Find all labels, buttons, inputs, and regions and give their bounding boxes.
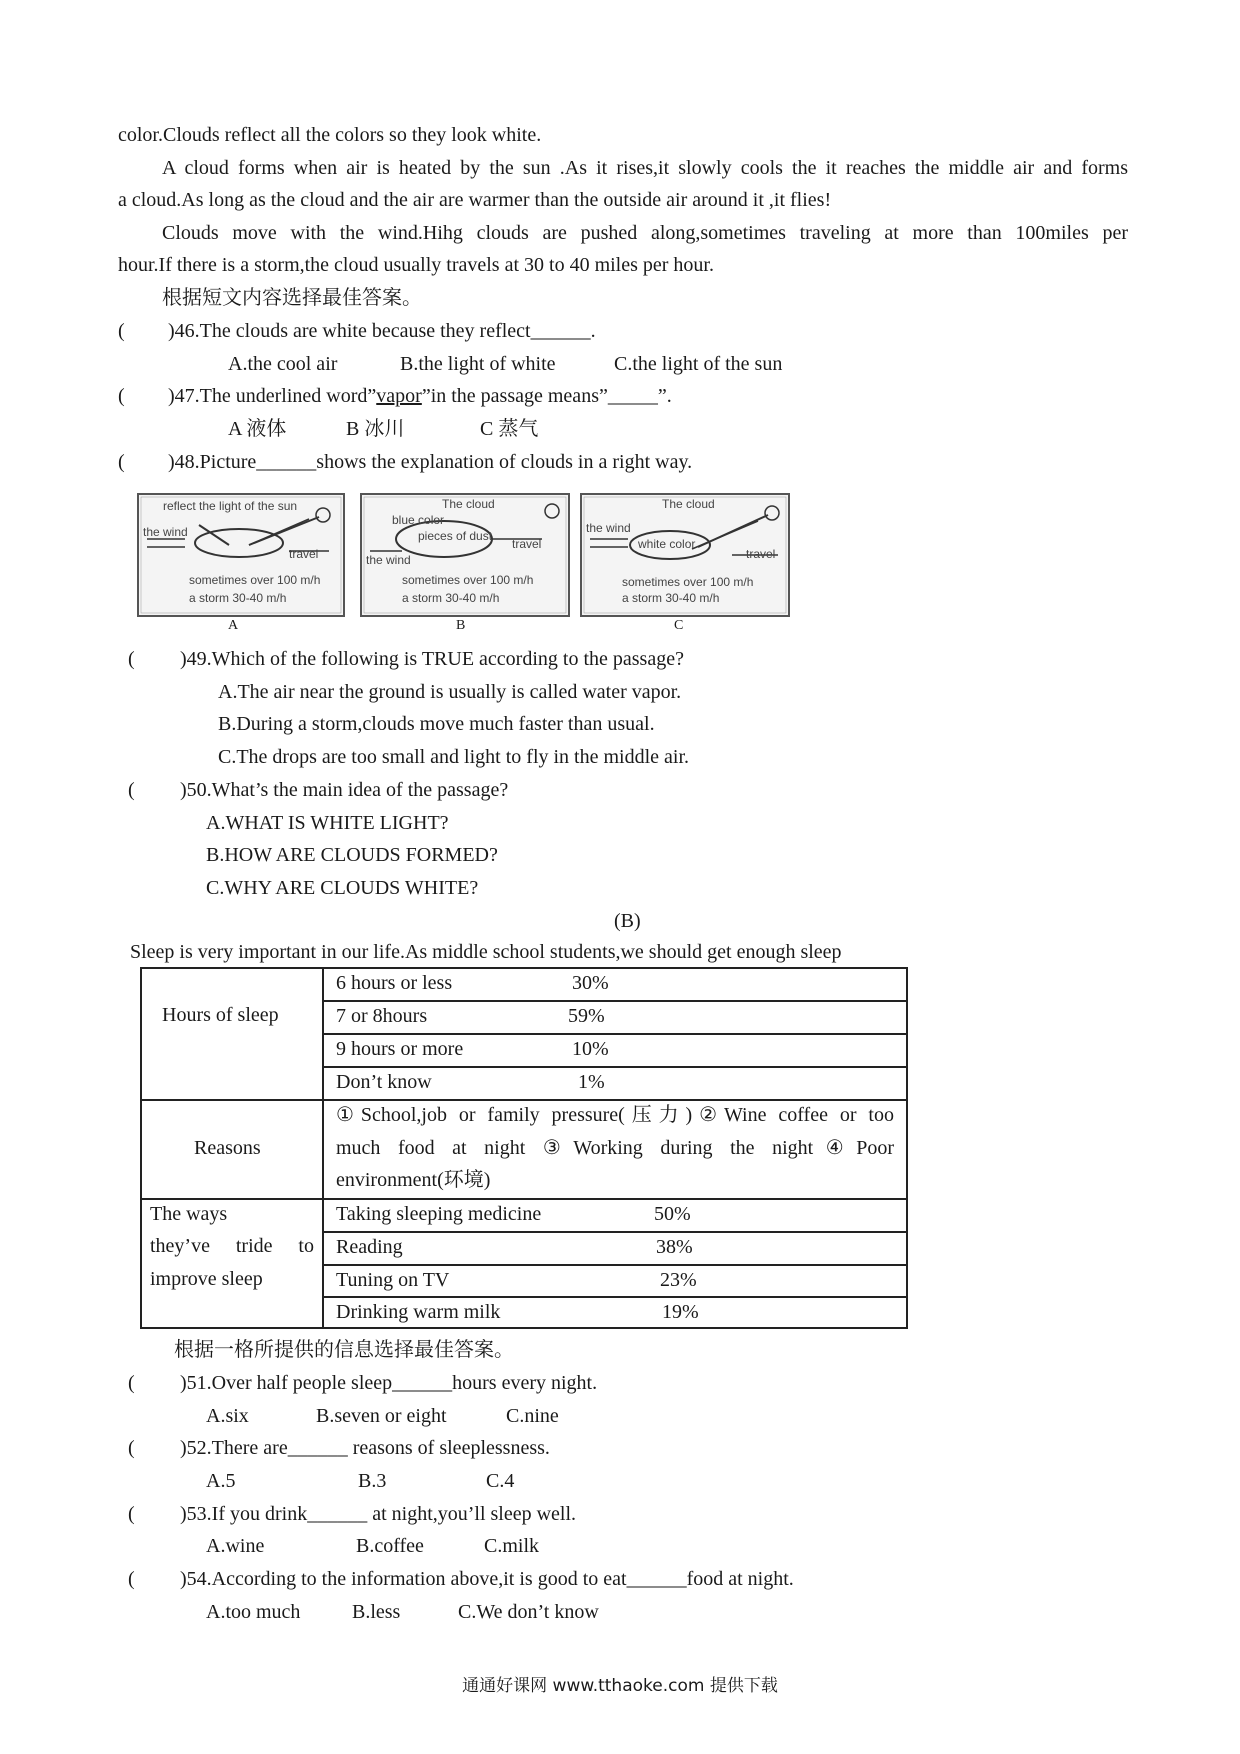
option-49-a[interactable]: A.The air near the ground is usually is called water vapor. (218, 681, 682, 703)
picture-letter-a: A (228, 618, 239, 633)
question-51: )51.Over half people sleep______hours every night. (180, 1372, 598, 1394)
option-50-a[interactable]: A.WHAT IS WHITE LIGHT? (206, 812, 449, 834)
option-50-b[interactable]: B.HOW ARE CLOUDS FORMED? (206, 844, 498, 866)
option-47-a[interactable]: A 液体 (228, 418, 287, 440)
pic-label: travel (512, 537, 542, 551)
option-52-c[interactable]: C.4 (486, 1470, 515, 1492)
pic-label: a storm 30-40 m/h (622, 591, 720, 605)
option-47-b[interactable]: B 冰川 (346, 418, 405, 440)
picture-a (137, 493, 345, 617)
pic-label: The cloud (662, 497, 715, 511)
answer-paren: ( (118, 385, 125, 407)
pic-label: blue color (392, 513, 445, 527)
question-53: )53.If you drink______ at night,you’ll sleep well. (180, 1503, 577, 1525)
ways-label: Reading (336, 1236, 403, 1258)
instruction-text: 根据一格所提供的信息选择最佳答案。 (174, 1339, 514, 1361)
option-53-c[interactable]: C.milk (484, 1535, 540, 1557)
option-52-a[interactable]: A.5 (206, 1470, 236, 1492)
answer-paren: ( (118, 451, 125, 473)
answer-paren: ( (128, 779, 135, 801)
question-47-post: ”in the passage means”_____”. (421, 385, 672, 407)
pic-label: sometimes over 100 m/h (402, 573, 534, 587)
picture-c (580, 493, 790, 617)
row-header-ways: The ways (150, 1203, 228, 1225)
option-54-b[interactable]: B.less (352, 1601, 401, 1623)
option-53-a[interactable]: A.wine (206, 1535, 265, 1557)
option-49-b[interactable]: B.During a storm,clouds move much faster than usual. (218, 713, 655, 735)
picture-b (360, 493, 570, 617)
question-54: )54.According to the information above,it is good to eat______food at night. (180, 1568, 794, 1590)
pic-label: the wind (366, 553, 411, 567)
passage-line: color.Clouds reflect all the colors so they look white. (118, 124, 542, 146)
option-51-b[interactable]: B.seven or eight (316, 1405, 447, 1427)
hours-value: 30% (572, 972, 609, 994)
question-52: )52.There are______ reasons of sleeplessness. (180, 1437, 550, 1459)
option-54-c[interactable]: C.We don’t know (458, 1601, 599, 1623)
ways-value: 50% (654, 1203, 691, 1225)
picture-letter-c: C (674, 618, 684, 633)
answer-paren: ( (128, 1568, 135, 1590)
reasons-line: much food at night ③Working during the night④Poor (336, 1137, 894, 1159)
option-53-b[interactable]: B.coffee (356, 1535, 424, 1557)
pic-label: travel (289, 547, 319, 561)
pic-label: reflect the light of the sun (163, 499, 298, 513)
reasons-line: environment(环境) (336, 1169, 491, 1191)
answer-paren: ( (118, 320, 125, 342)
ways-label: Taking sleeping medicine (336, 1203, 542, 1225)
section-heading: (B) (614, 910, 641, 932)
question-49: )49.Which of the following is TRUE according to the passage? (180, 648, 684, 670)
pic-label: The cloud (442, 497, 495, 511)
option-47-c[interactable]: C 蒸气 (480, 418, 539, 440)
passage-line: Clouds move with the wind.Hihg clouds are pushed along,sometimes traveling at more than 100miles per (162, 222, 1128, 244)
hours-label: 6 hours or less (336, 972, 453, 994)
sleep-table (140, 967, 908, 1329)
pic-label: a storm 30-40 m/h (402, 591, 500, 605)
option-46-b[interactable]: B.the light of white (400, 353, 556, 375)
option-51-a[interactable]: A.six (206, 1405, 249, 1427)
ways-value: 23% (660, 1269, 697, 1291)
row-header-ways: they’ve tride to (150, 1235, 314, 1257)
option-51-c[interactable]: C.nine (506, 1405, 559, 1427)
ways-label: Drinking warm milk (336, 1301, 501, 1323)
row-header-ways: improve sleep (150, 1268, 263, 1290)
option-46-a[interactable]: A.the cool air (228, 353, 338, 375)
passage-line: hour.If there is a storm,the cloud usually travels at 30 to 40 miles per hour. (118, 254, 714, 276)
answer-paren: ( (128, 1503, 135, 1525)
option-49-c[interactable]: C.The drops are too small and light to fly in the middle air. (218, 746, 690, 768)
option-50-c[interactable]: C.WHY ARE CLOUDS WHITE? (206, 877, 479, 899)
hours-label: 9 hours or more (336, 1038, 464, 1060)
row-header-hours: Hours of sleep (162, 1004, 279, 1026)
row-header-reasons: Reasons (194, 1137, 261, 1159)
ways-label: Tuning on TV (336, 1269, 450, 1291)
page-footer: 通通好课网 www.tthaoke.com 提供下载 (462, 1676, 778, 1696)
question-48: )48.Picture______shows the explanation of clouds in a right way. (168, 451, 693, 473)
hours-value: 10% (572, 1038, 609, 1060)
passage-line: a cloud.As long as the cloud and the air are warmer than the outside air around it ,it flies! (118, 189, 832, 211)
hours-label: Don’t know (336, 1071, 432, 1093)
hours-value: 1% (578, 1071, 605, 1093)
question-46: )46.The clouds are white because they reflect______. (168, 320, 596, 342)
question-47-pre: )47.The underlined word” (168, 385, 377, 407)
pic-label: the wind (586, 521, 631, 535)
underlined-word: vapor (376, 385, 422, 407)
question-47 (168, 382, 672, 410)
pic-label: a storm 30-40 m/h (189, 591, 287, 605)
pic-label: sometimes over 100 m/h (622, 575, 754, 589)
option-54-a[interactable]: A.too much (206, 1601, 301, 1623)
hours-value: 59% (568, 1005, 605, 1027)
option-52-b[interactable]: B.3 (358, 1470, 387, 1492)
pic-label: pieces of dust (418, 529, 493, 543)
pic-label: the wind (143, 525, 188, 539)
hours-label: 7 or 8hours (336, 1005, 428, 1027)
ways-value: 38% (656, 1236, 693, 1258)
instruction-text: 根据短文内容选择最佳答案。 (162, 287, 422, 309)
question-50: )50.What’s the main idea of the passage? (180, 779, 509, 801)
pic-label: sometimes over 100 m/h (189, 573, 321, 587)
answer-paren: ( (128, 1372, 135, 1394)
option-46-c[interactable]: C.the light of the sun (614, 353, 783, 375)
pic-label: travel (746, 547, 776, 561)
pic-label: white color (638, 537, 696, 551)
passage-line: A cloud forms when air is heated by the sun .As it rises,it slowly cools the it reaches the middle air and forms (162, 157, 1128, 179)
picture-letter-b: B (456, 618, 466, 633)
answer-paren: ( (128, 648, 135, 670)
ways-value: 19% (662, 1301, 699, 1323)
section-intro: Sleep is very important in our life.As middle school students,we should get enough sleep (130, 941, 842, 963)
answer-paren: ( (128, 1437, 135, 1459)
reasons-line: ①School,job or family pressure(压力)②Wine coffee or too (336, 1104, 894, 1126)
